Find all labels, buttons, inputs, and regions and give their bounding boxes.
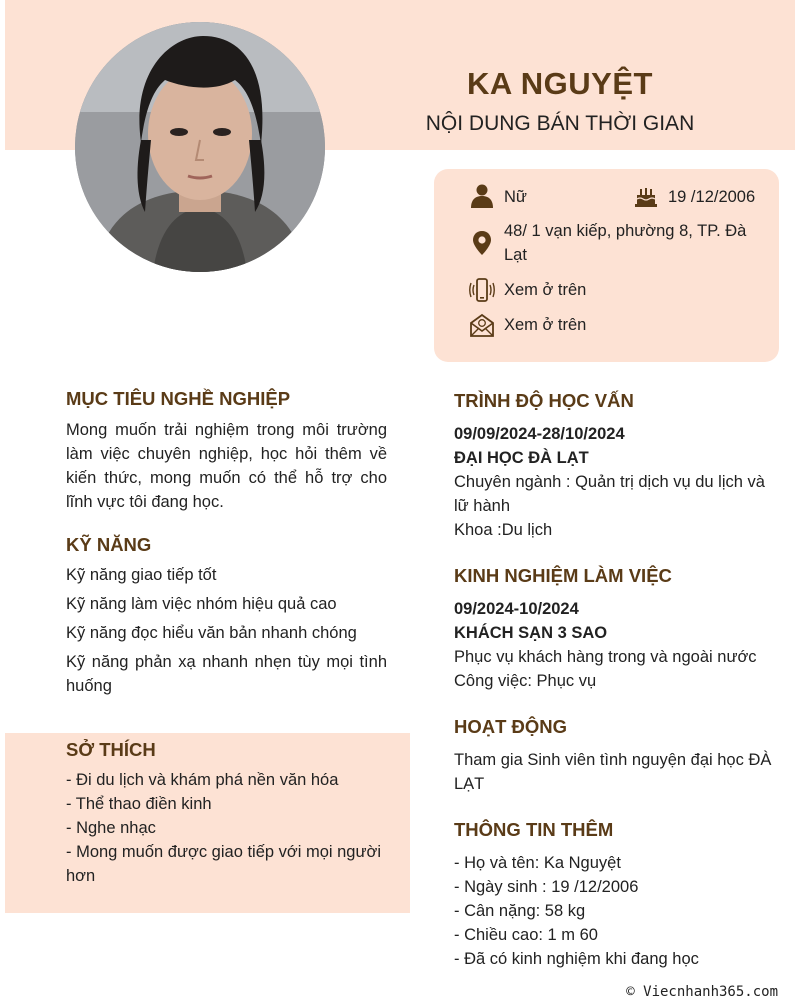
email-value: Xem ở trên [504, 316, 587, 334]
more-info-heading: THÔNG TIN THÊM [454, 819, 614, 840]
birthdate-value: 19 /12/2006 [668, 188, 756, 206]
hobbies-heading: SỞ THÍCH [66, 739, 156, 760]
email-envelope-icon [469, 312, 495, 338]
experience-role: Công việc: Phục vụ [454, 672, 597, 690]
footer-copyright: © Viecnhanh365.com [626, 984, 778, 1000]
education-period: 09/09/2024-28/10/2024 [454, 425, 625, 443]
person-icon [469, 183, 495, 209]
location-pin-icon [469, 230, 495, 256]
more-info-item: - Đã có kinh nghiệm khi đang học [454, 950, 699, 968]
phone-vibrate-icon [469, 277, 495, 303]
experience-company: KHÁCH SẠN 3 SAO [454, 624, 608, 642]
avatar [75, 22, 325, 272]
hobby-item: - Thể thao điền kinh [66, 795, 212, 813]
experience-period: 09/2024-10/2024 [454, 600, 579, 618]
experience-description: Phục vụ khách hàng trong và ngoài nước [454, 648, 757, 666]
gender-value: Nữ [504, 188, 527, 206]
skills-heading: KỸ NĂNG [66, 534, 152, 555]
more-info-item: - Cân nặng: 58 kg [454, 902, 586, 920]
job-title: NỘI DUNG BÁN THỜI GIAN [425, 112, 695, 135]
more-info-item: - Chiều cao: 1 m 60 [454, 926, 598, 944]
education-school: ĐẠI HỌC ĐÀ LẠT [454, 449, 589, 467]
activities-text: Tham gia Sinh viên tình nguyện đại học ĐÀ LẠT [454, 751, 772, 793]
hobby-item: - Đi du lịch và khám phá nền văn hóa [66, 771, 339, 789]
address-value: 48/ 1 vạn kiếp, phường 8, TP. Đà Lạt [504, 222, 747, 264]
more-info-item: - Họ và tên: Ka Nguyệt [454, 854, 621, 872]
experience-heading: KINH NGHIỆM LÀM VIỆC [454, 565, 672, 586]
skill-item: Kỹ năng giao tiếp tốt [66, 566, 217, 584]
education-faculty: Khoa :Du lịch [454, 521, 553, 539]
activities-heading: HOẠT ĐỘNG [454, 716, 568, 737]
hobby-item: - Mong muốn được giao tiếp với mọi người hơn [66, 843, 382, 885]
objective-heading: MỤC TIÊU NGHỀ NGHIỆP [66, 388, 291, 409]
skill-item: Kỹ năng làm việc nhóm hiệu quả cao [66, 595, 337, 613]
education-heading: TRÌNH ĐỘ HỌC VẤN [454, 390, 634, 411]
more-info-item: - Ngày sinh : 19 /12/2006 [454, 878, 639, 896]
education-major: Chuyên ngành : Quản trị dịch vụ du lịch và lữ hành [454, 473, 765, 515]
phone-value: Xem ở trên [504, 281, 587, 299]
skill-item: Kỹ năng phản xạ nhanh nhẹn tùy mọi tình huống [66, 653, 387, 695]
objective-text: Mong muốn trải nghiệm trong môi trường làm việc chuyên nghiệp, học hỏi thêm về kiến thức, mong muốn có thể hỗ trợ cho lĩnh vực tôi đang học. [66, 421, 387, 511]
hobby-item: - Nghe nhạc [66, 819, 156, 837]
skill-item: Kỹ năng đọc hiểu văn bản nhanh chóng [66, 624, 357, 642]
candidate-name: KA NGUYỆT [467, 66, 653, 101]
birthday-cake-icon [633, 183, 659, 209]
profile-photo [75, 22, 325, 272]
